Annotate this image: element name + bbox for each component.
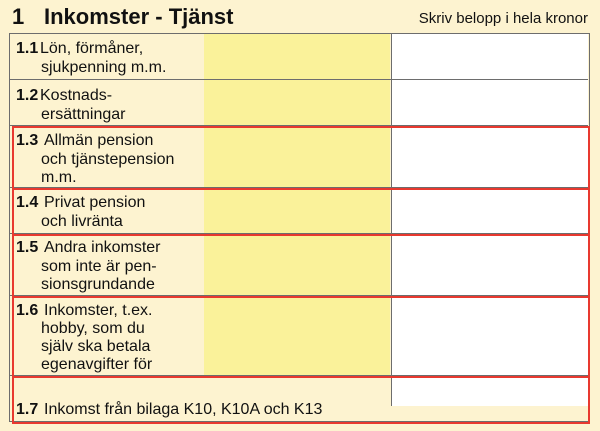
yellow-column-cell [204,234,390,295]
yellow-column-cell [204,126,390,187]
row-label-line: Andra inkomster [44,239,161,256]
row-label-line: Lön, förmåner, [40,40,144,57]
row-label-line: Kostnads- [40,87,113,104]
form-row-1-7 [10,376,588,421]
row-label-line: sjukpenning m.m. [41,59,167,76]
row-label-line: Privat pension [44,194,146,211]
row-label-line: m.m. [41,169,77,186]
amount-field-1-4[interactable] [391,188,588,233]
row-label-line: och livränta [41,213,123,230]
form-row-1-6 [10,296,588,376]
income-form [9,33,590,422]
yellow-column-cell [204,296,390,375]
row-number: 1.1 [16,40,39,57]
form-row-1-3 [10,126,588,188]
row-label-line: Inkomster, t.ex. [44,302,153,319]
form-row-1-2 [10,80,588,126]
row-number: 1.6 [16,302,39,319]
yellow-column-cell [204,80,390,125]
row-number: 1.3 [16,132,39,149]
amount-field-1-7[interactable] [391,376,588,406]
row-label-line: sionsgrundande [41,276,155,293]
row-number: 1.4 [16,194,39,211]
row-label-line: egenavgifter för [41,356,153,373]
form-row-1-5 [10,234,588,296]
row-label-line: själv ska betala [41,338,151,355]
amount-field-1-3[interactable] [391,126,588,187]
section-title: Inkomster - Tjänst [44,4,234,29]
yellow-column-cell [204,34,390,79]
amount-field-1-1[interactable] [391,34,588,79]
amount-hint: Skriv belopp i hela kronor [418,10,588,27]
amount-field-1-5[interactable] [391,234,588,295]
row-number: 1.7 [16,401,39,418]
section-number: 1 [12,4,25,29]
row-number: 1.2 [16,87,39,104]
amount-field-1-6[interactable] [391,296,588,375]
form-row-1-1 [10,34,588,80]
row-label-line: som inte är pen- [41,258,157,275]
yellow-column-cell [204,188,390,233]
row-label-line: hobby, som du [41,320,145,337]
section-header [0,0,600,36]
form-row-1-4 [10,188,588,234]
row-label-line: Inkomst från bilaga K10, K10A och K13 [44,401,323,418]
row-label-line: och tjänstepension [41,151,175,168]
amount-field-1-2[interactable] [391,80,588,125]
row-label-line: Allmän pension [44,132,154,149]
row-label-line: ersättningar [41,106,126,123]
row-number: 1.5 [16,239,39,256]
